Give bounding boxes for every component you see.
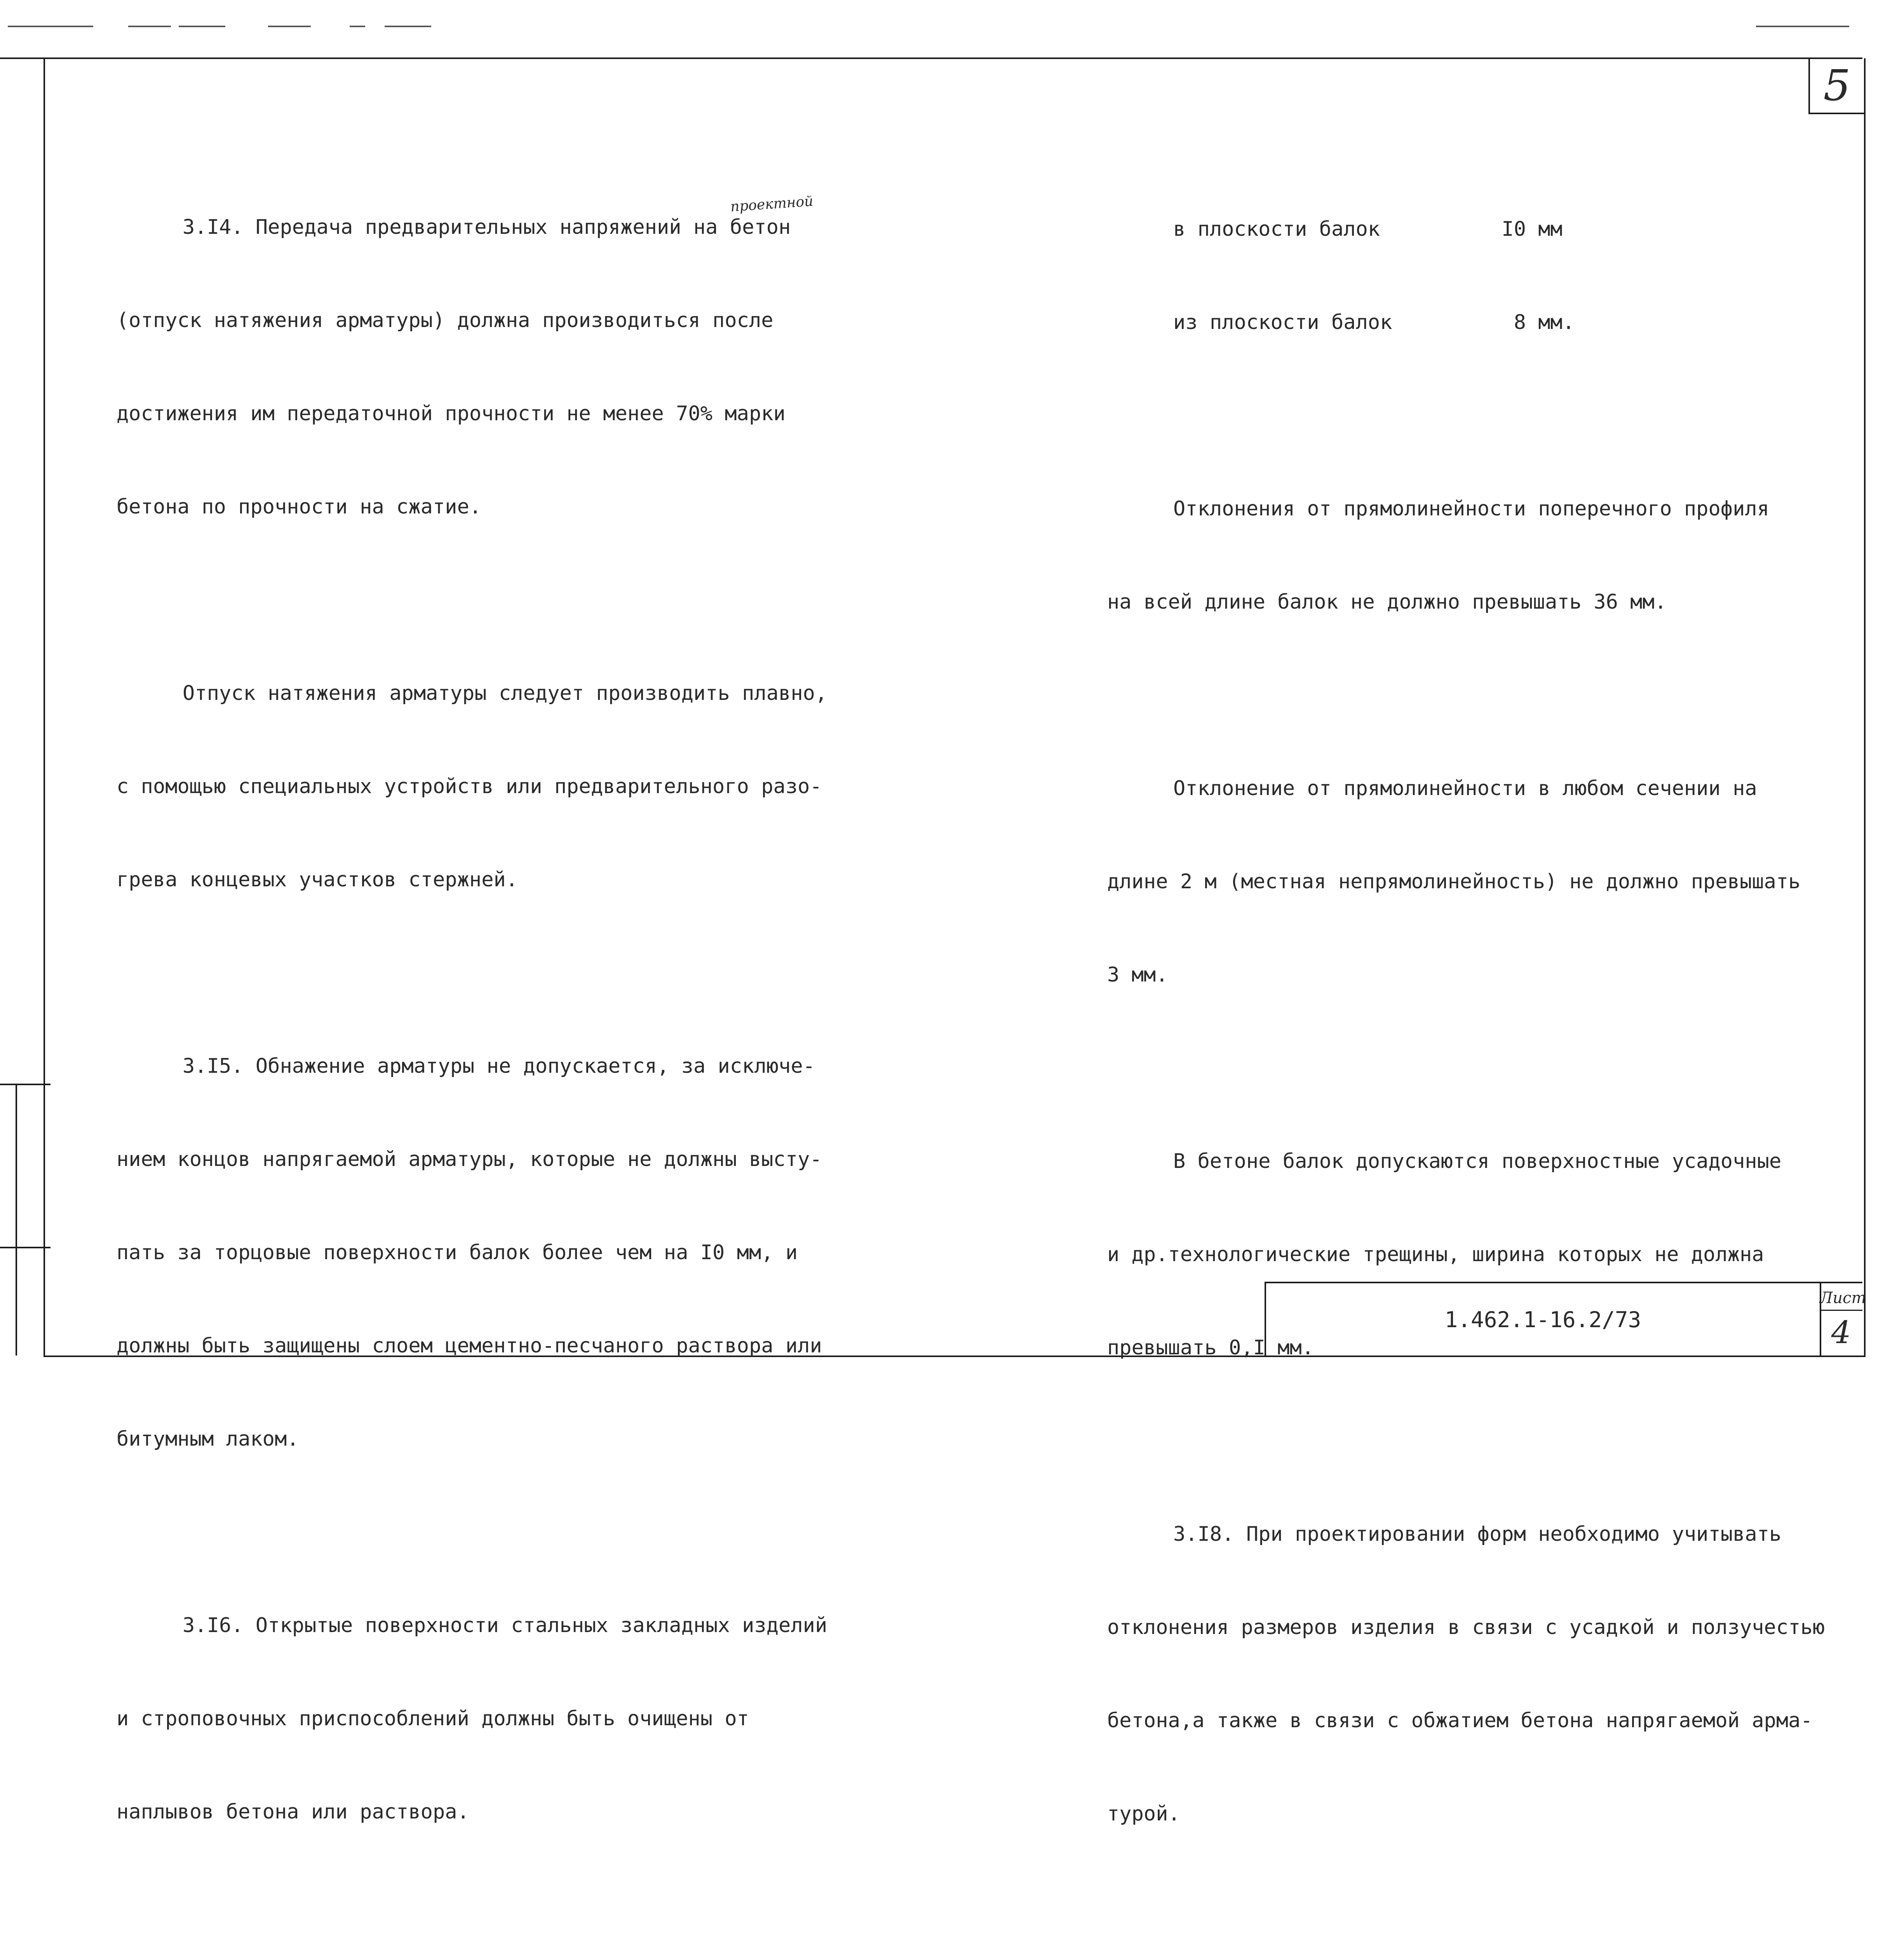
paragraph-3-14-line: 3.I4. Передача предварительных напряжений на бетон — [183, 216, 791, 239]
paragraph-profile-line: на всей длине балок не должно превышать 36 мм. — [1107, 590, 1667, 614]
paragraph-local-line: длине 2 м (местная непрямолинейность) не должно превышать — [1107, 870, 1801, 893]
paragraph-3-18-line: 3.I8. При проектировании форм необходимо учитывать — [1173, 1523, 1782, 1546]
paragraph-3-15-line: нием концов напрягаемой арматуры, которые не должны высту- — [117, 1148, 822, 1171]
paragraph-profile-line: Отклонения от прямолинейности поперечного профиля — [1173, 497, 1770, 520]
paragraph-cracks-line: В бетоне балок допускаются поверхностные усадочные — [1173, 1150, 1782, 1173]
scan-artifact — [1756, 26, 1849, 27]
sheet-number: 5 — [1808, 58, 1864, 114]
paragraph-3-16-line: и строповочных приспособлений должны быть очищены от — [117, 1707, 749, 1730]
paragraph-3-18-line: бетона,а также в связи с обжатием бетона напрягаемой арма- — [1107, 1709, 1813, 1732]
scan-artifact — [179, 26, 225, 27]
sheet-cell — [1820, 1283, 1866, 1357]
paragraph-3-15-line: пать за торцовые поверхности балок более чем на I0 мм, и — [117, 1241, 798, 1264]
paragraph-3-15-line: 3.I5. Обнажение арматуры не допускается, за исключе- — [183, 1055, 815, 1078]
tolerance-line: из плоскости балок 8 мм. — [1173, 311, 1575, 334]
paragraph-release-line: с помощью специальных устройств или предварительного разо- — [117, 775, 822, 798]
paragraph-3-14-line: (отпуск натяжения арматуры) должна производиться после — [117, 309, 773, 332]
paragraph-release-line: Отпуск натяжения арматуры следует производить плавно, — [183, 682, 827, 705]
right-column — [1107, 151, 1825, 1942]
paragraph-local-line: 3 мм. — [1107, 963, 1168, 987]
left-column — [117, 150, 827, 1942]
scan-artifact — [8, 26, 93, 27]
title-block — [1265, 1282, 1866, 1357]
paragraph-3-15-line: должны быть защищены слоем цементно-песчаного раствора или — [117, 1334, 822, 1357]
paragraph-local-line: Отклонение от прямолинейности в любом сечении на — [1173, 777, 1757, 800]
paragraph-cracks-line: и др.технологические трещины, ширина которых не должна — [1107, 1243, 1764, 1266]
paragraph-3-15-line: битумным лаком. — [117, 1427, 299, 1451]
paragraph-3-18-line: отклонения размеров изделия в связи с усадкой и ползучестью — [1107, 1616, 1825, 1639]
paragraph-3-16-line: наплывов бетона или раствора. — [117, 1800, 469, 1824]
binding-line — [16, 1084, 17, 1356]
paragraph-3-14-line: достижения им передаточной прочности не менее 70% марки — [117, 402, 786, 425]
binding-mark — [0, 1247, 51, 1248]
sheet-value: 4 — [1831, 1314, 1851, 1350]
scan-artifact — [385, 26, 431, 27]
tolerance-line: в плоскости балок I0 мм — [1173, 218, 1563, 241]
scan-artifact — [350, 26, 365, 27]
paragraph-3-16-line: 3.I6. Открытые поверхности стальных закладных изделий — [183, 1614, 827, 1637]
scan-artifact — [128, 26, 171, 27]
scan-artifact — [268, 26, 311, 27]
binding-mark — [0, 1084, 51, 1085]
document-code: 1.462.1-16.2/73 — [1265, 1283, 1821, 1357]
sheet-label: Лист — [1820, 1286, 1862, 1311]
handwritten-insert: проектной — [730, 193, 814, 215]
paragraph-3-14-line: бетона по прочности на сжатие. — [117, 495, 482, 519]
paragraph-cracks-line: превышать 0,I мм. — [1107, 1336, 1314, 1359]
paragraph-release-line: грева концевых участков стержней. — [117, 868, 518, 891]
paragraph-3-18-line: турой. — [1107, 1802, 1180, 1825]
frame-top-rule — [0, 57, 1862, 59]
